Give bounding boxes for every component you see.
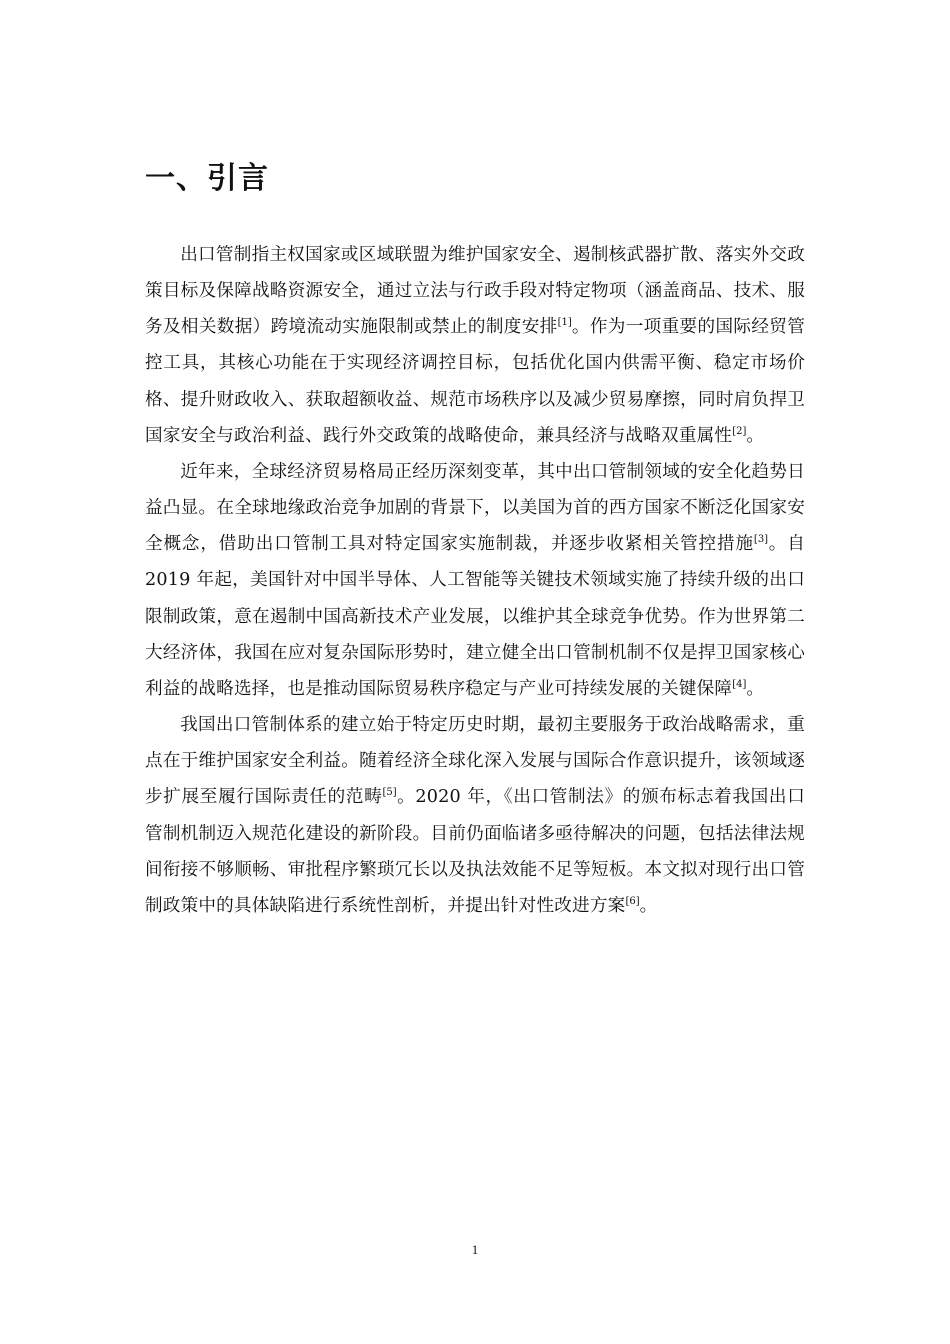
citation-marker: [1] [557,317,572,329]
paragraph-text: 。自 2019 年起，美国针对中国半导体、人工智能等关键技术领域实施了持续升级的出口限制政策，意在遏制中国高新技术产业发展，以维护其全球竞争优势。作为世界第二大经济体，我国在应对复杂国际形势时，建立健全出口管制机制不仅是捍卫国家核心利益的战略选择，也是推动国际贸易秩序稳定与产业可持续发展的关键保障 [145,534,805,699]
paragraph-text: 。2020 年，《出口管制法》的颁布标志着我国出口管制机制迈入规范化建设的新阶段。目前仍面临诸多亟待解决的问题，包括法律法规间衔接不够顺畅、审批程序繁琐冗长以及执法效能不足等短板。本文拟对现行出口管制政策中的具体缺陷进行系统性剖析，并提出针对性改进方案 [145,787,805,916]
paragraph-1 [145,237,805,454]
paragraph-text: 。 [746,425,765,446]
paragraph-3 [145,707,805,924]
paragraph-text: 近年来，全球经济贸易格局正经历深刻变革，其中出口管制领域的安全化趋势日益凸显。在全球地缘政治竞争加剧的背景下，以美国为首的西方国家不断泛化国家安全概念，借助出口管制工具对特定国家实施制裁，并逐步收紧相关管控措施 [145,461,805,555]
citation-marker: [4] [732,679,747,691]
paragraph-2 [145,454,805,707]
paragraph-text: 我国出口管制体系的建立始于特定历史时期，最初主要服务于政治战略需求，重点在于维护国家安全利益。随着经济全球化深入发展与国际合作意识提升，该领域逐步扩展至履行国际责任的范畴 [145,715,805,808]
body-text [145,237,805,924]
paragraph-text: 出口管制指主权国家或区域联盟为维护国家安全、遏制核武器扩散、落实外交政策目标及保障战略资源安全，通过立法与行政手段对特定物项（涵盖商品、技术、服务及相关数据）跨境流动实施限制或禁止的制度安排 [145,245,805,338]
citation-marker: [5] [382,787,397,799]
citation-marker: [6] [625,895,640,907]
citation-marker: [2] [732,425,747,437]
page-number: 1 [471,1242,479,1257]
section-heading: 一、引言 [145,161,269,196]
paragraph-text: 。作为一项重要的国际经贸管控工具，其核心功能在于实现经济调控目标，包括优化国内供需平衡、稳定市场价格、提升财政收入、获取超额收益、规范市场秩序以及减少贸易摩擦，同时肩负捍卫国家安全与政治利益、践行外交政策的战略使命，兼具经济与战略双重属性 [145,317,805,446]
citation-marker: [3] [753,534,769,546]
paragraph-text: 。 [639,895,658,916]
paragraph-text: 。 [746,678,765,699]
